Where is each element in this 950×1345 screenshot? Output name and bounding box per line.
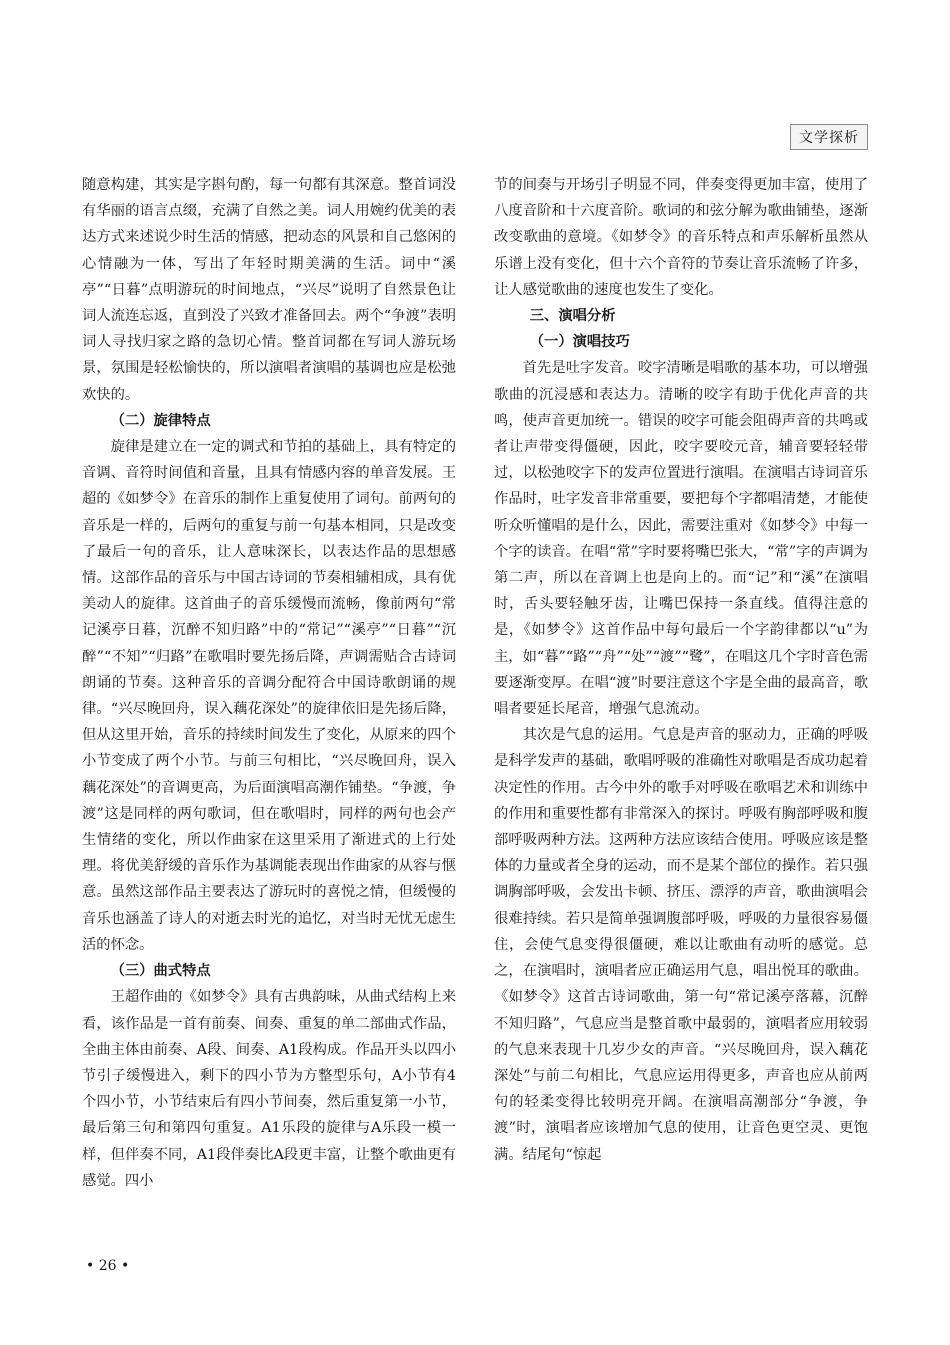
- subsection-heading: （一）演唱技巧: [529, 334, 630, 351]
- paragraph: 节的间奏与开场引子明显不同，伴奏变得更加丰富，使用了八度音阶和十六度音阶。歌词的和弦分解为歌曲铺垫，逐渐改变歌曲的意境。《如梦令》的音乐特点和声乐解析虽然从乐谱上没有变化，但十六个音符的节奏让音乐流畅了许多，让人感觉歌曲的速度也发生了变化。: [494, 177, 868, 298]
- section-heading: （二）旋律特点: [110, 412, 211, 429]
- section-tag: 文学探析: [790, 124, 868, 150]
- paragraph: 旋律是建立在一定的调式和节拍的基础上，具有特定的音调、音符时间值和音量，且具有情感内容的单音发展。王超的《如梦令》在音乐的制作上重复使用了词句。前两句的音乐是一样的，后两句的重复与前一句基本相同，只是改变了最后一句的音乐，让人意味深长，以表达作品的思想感情。这部作品的音乐与中国古诗词的节奏相辅相成，具有优美动人的旋律。这首曲子的音乐缓慢而流畅，像前两句“常记溪亭日暮，沉醉不知归路”中的“常记”“溪亭”“日暮”“沉醉”“不知”“归路”在歌唱时要先扬后降，声调需贴合古诗词朗诵的节奏。这种音乐的音调分配符合中国诗歌朗诵的规律。“兴尽晚回舟，误入藕花深处”的旋律依旧是先扬后降，但从这里开始，音乐的持续时间发生了变化，从原来的四个小节变成了两个小节。与前三句相比，“兴尽晚回舟，误入藕花深处”的音调更高，为后面演唱高潮作铺垫。“争渡，争渡”这是同样的两句歌词，但在歌唱时，同样的两句也会产生情绪的变化，所以作曲家在这里采用了渐进式的上行处理。将优美舒缓的音乐作为基调能表现出作曲家的从容与惬意。虽然这部作品主要表达了游玩时的喜悦之情，但缓慢的音乐也涵盖了诗人的对逝去时光的追忆，对当时无忧无虑生活的怀念。: [82, 439, 456, 953]
- section-heading: （三）曲式特点: [110, 963, 211, 980]
- left-column: [82, 172, 456, 1194]
- right-column: [494, 172, 868, 1168]
- paragraph: 其次是气息的运用。气息是声音的驱动力，正确的呼吸是科学发声的基础，歌唱呼吸的准确性对歌唱是否成功起着决定性的作用。古今中外的歌手对呼吸在歌唱艺术和训练中的作用和重要性都有非常深入的探讨。呼吸有胸部呼吸和腹部呼吸两种方法。这两种方法应该结合使用。呼吸应该是整体的力量或者全身的运动，而不是某个部位的操作。若只强调胸部呼吸，会发出卡顿、挤压、漂浮的声音，歌曲演唱会很难持续。若只是简单强调腹部呼吸，呼吸的力量很容易僵住，会使气息变得很僵硬，难以让歌曲有动听的感觉。总之，在演唱时，演唱者应正确运用气息，唱出悦耳的歌曲。《如梦令》这首古诗词歌曲，第一句“常记溪亭落幕，沉醉不知归路”，气息应当是整首歌中最弱的，演唱者应用较弱的气息来表现十几岁少女的声音。“兴尽晚回舟，误入藕花深处”与前二句相比，气息应运用得更多，声音也应从前两句的轻柔变得比较明亮开阔。在演唱高潮部分“争渡，争渡”时，演唱者应该增加气息的使用，让音色更空灵、更饱满。结尾句“惊起: [494, 727, 868, 1163]
- page-number: • 26 •: [86, 1258, 130, 1274]
- paragraph: 随意构建，其实是字斟句酌，每一句都有其深意。整首词没有华丽的语言点缀，充满了自然之美。词人用婉约优美的表达方式来述说少时生活的情感，把动态的风景和自己悠闲的心情融为一体，写出了年轻时期美满的生活。词中“溪亭”“日暮”点明游玩的时间地点，“兴尽”说明了自然景色让词人流连忘返，直到没了兴致才准备回去。两个“争渡”表明词人寻找归家之路的急切心情。整首词都在写词人游玩场景，氛围是轻松愉快的，所以演唱者演唱的基调也应是松弛欢快的。: [82, 177, 456, 403]
- section-heading: 三、演唱分析: [529, 308, 616, 325]
- paragraph: 王超作曲的《如梦令》具有古典韵味，从曲式结构上来看，该作品是一首有前奏、间奏、重复的单二部曲式作品，全曲主体由前奏、A段、间奏、A1段构成。作品开头以四小节引子缓慢进入，剩下的四小节为方整型乐句，A小节有4个四小节，小节结束后有四小节间奏，然后重复第一小节，最后第三句和第四句重复。A1乐段的旋律与A乐段一模一样，但伴奏不同，A1段伴奏比A段更丰富，让整个歌曲更有感觉。四小: [82, 989, 456, 1189]
- paragraph: 首先是吐字发音。咬字清晰是唱歌的基本功，可以增强歌曲的沉浸感和表达力。清晰的咬字有助于优化声音的共鸣，使声音更加统一。错误的咬字可能会阻碍声音的共鸣或者让声带变得僵硬，因此，咬字要咬元音，辅音要轻轻带过，以松弛咬字下的发声位置进行演唱。在演唱古诗词音乐作品时，吐字发音非常重要，要把每个字都唱清楚，才能使听众听懂唱的是什么，因此，需要注重对《如梦令》中每一个字的读音。在唱“常”字时要将嘴巴张大，“常”字的声调为第二声，所以在音调上也是向上的。而“记”和“溪”在演唱时，舌头要轻触牙齿，让嘴巴保持一条直线。值得注意的是，《如梦令》这首作品中每句最后一个字韵律都以“u”为主，如“暮”“路”“舟”“处”“渡”“鹭”，在唱这几个字时音色需要逐渐变厚。在唱“渡”时要注意这个字是全曲的最高音，歌唱者要延长尾音，增强气息流动。: [494, 360, 868, 718]
